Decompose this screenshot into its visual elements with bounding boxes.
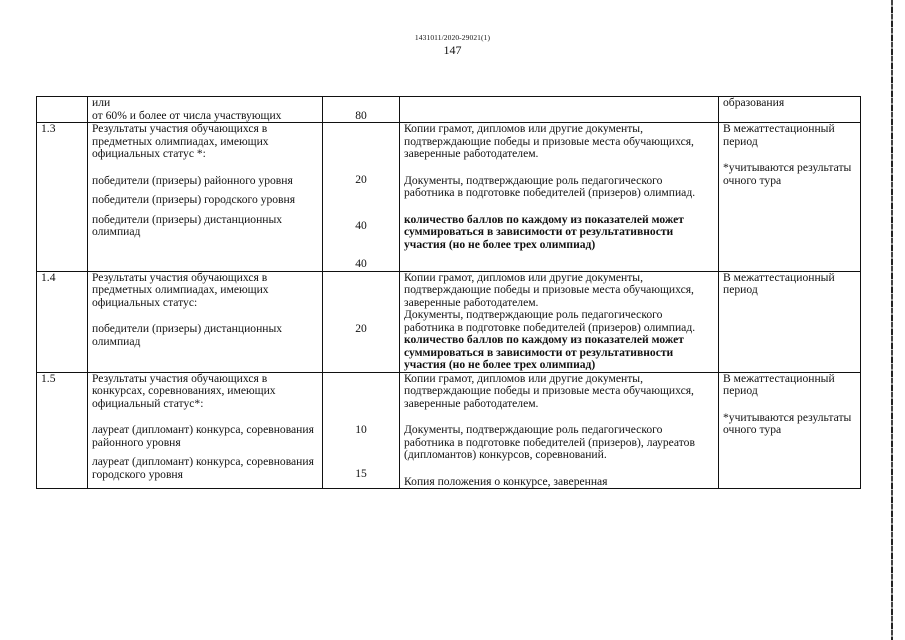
documents-cell: [400, 271, 719, 372]
documents-text: Копии грамот, дипломов или другие документы, подтверждающие победы и призовые места обучающихся, заверенные работодателем.: [404, 122, 694, 160]
documents-cell: [400, 97, 719, 123]
criterion-cell: [88, 271, 323, 372]
criterion-cell: [88, 372, 323, 489]
points-value: 20: [355, 321, 367, 335]
row-number-cell: 1.4: [37, 271, 88, 372]
table-row: [37, 271, 861, 372]
note-cell: [719, 123, 861, 272]
points-cell: [323, 271, 400, 372]
criterion-cell: [88, 123, 323, 272]
documents-cell: [400, 372, 719, 489]
note-text: В межаттестационный период: [723, 271, 835, 296]
note-cell: [719, 372, 861, 489]
criterion-line: от 60% и более от числа участвующих: [92, 108, 282, 122]
row-number-cell: [37, 97, 88, 123]
documents-text: Документы, подтверждающие роль педагогического работника в подготовке победителей (призеров), лауреатов (дипломантов) конкурсов, соревнований.: [404, 423, 695, 461]
documents-bold-note: количество баллов по каждому из показателей может суммироваться в зависимости от результативности участия (но не более трех олимпиад): [404, 212, 684, 251]
documents-text: Копии грамот, дипломов или другие документы, подтверждающие победы и призовые места обучающихся, заверенные работодателем.: [404, 271, 694, 309]
points-value: 10: [355, 422, 367, 436]
points-cell: [323, 97, 400, 123]
criterion-item-label: победители (призеры) городского уровня: [92, 193, 296, 206]
criterion-description: Результаты участия обучающихся в конкурсах, соревнованиях, имеющих официальный статус*:: [92, 372, 276, 410]
points-value: 15: [355, 467, 367, 480]
criterion-line: или: [92, 96, 111, 109]
note-text: *учитываются результаты очного тура: [723, 410, 852, 436]
criterion-item-label: победители (призеры) дистанционных олимпиад: [92, 212, 283, 238]
row-number-cell: 1.3: [37, 123, 88, 272]
note-text: *учитываются результаты очного тура: [723, 161, 852, 187]
criterion-item-label: лауреат (дипломант) конкурса, соревнования городского уровня: [92, 455, 314, 481]
documents-cell: [400, 123, 719, 272]
points-value: 80: [355, 108, 367, 122]
note-text: В межаттестационный период: [723, 122, 835, 148]
table-row: [37, 123, 861, 272]
criterion-description: Результаты участия обучающихся в предметных олимпиадах, имеющих официальных статус *:: [92, 122, 269, 160]
points-value: 40: [355, 218, 367, 232]
points-cell: [323, 123, 400, 272]
criterion-cell: [88, 97, 323, 123]
criterion-description: Результаты участия обучающихся в предметных олимпиадах, имеющих официальных статус:: [92, 271, 269, 309]
documents-text: Документы, подтверждающие роль педагогического работника в подготовке победителей (призеров) олимпиад.: [404, 173, 696, 199]
criteria-table: [36, 96, 861, 489]
note-text: образования: [723, 96, 785, 109]
scan-edge-line: [891, 0, 893, 640]
documents-bold-note: количество баллов по каждому из показателей может суммироваться в зависимости от результативности участия (но не более трех олимпиад): [404, 333, 684, 371]
note-cell: [719, 271, 861, 372]
criterion-item-label: лауреат (дипломант) конкурса, соревнования районного уровня: [92, 423, 314, 449]
documents-text: Копии грамот, дипломов или другие документы, подтверждающие победы и призовые места обучающихся, заверенные работодателем.: [404, 372, 694, 410]
points-value: 20: [355, 173, 367, 186]
documents-text: Документы, подтверждающие роль педагогического работника в подготовке победителей (призеров) олимпиад.: [404, 308, 696, 334]
note-cell: [719, 97, 861, 123]
criterion-item-label: победители (призеры) районного уровня: [92, 173, 293, 187]
criterion-item-label: победители (призеры) дистанционных олимпиад: [92, 322, 283, 348]
points-value: 40: [355, 257, 367, 270]
documents-text: Копия положения о конкурсе, заверенная: [404, 474, 608, 488]
row-number-cell: 1.5: [37, 372, 88, 489]
table-row: [37, 97, 861, 123]
points-cell: [323, 372, 400, 489]
page-number: 147: [443, 43, 462, 57]
table-row: [37, 372, 861, 489]
note-text: В межаттестационный период: [723, 372, 835, 397]
document-id: 1431011/2020-29021(1): [414, 33, 491, 42]
